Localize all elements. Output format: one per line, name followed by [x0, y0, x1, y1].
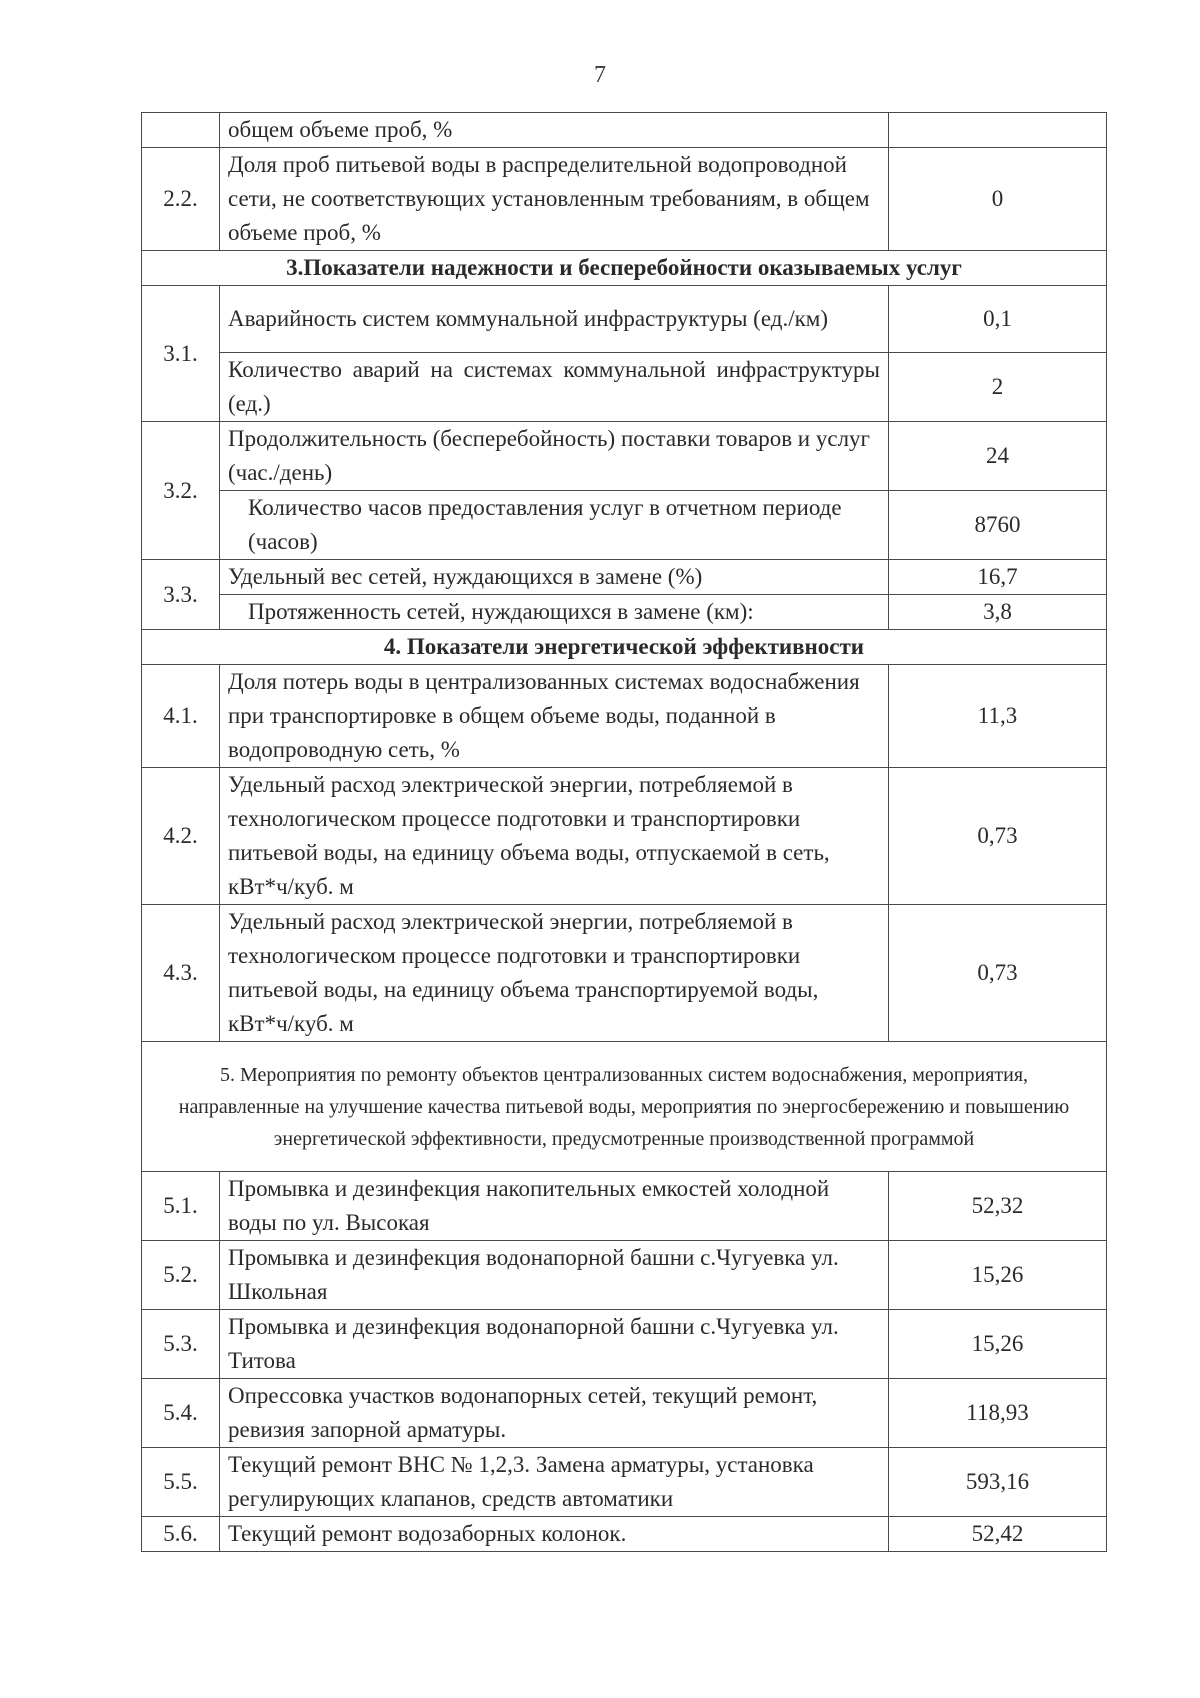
row-value: 15,26: [889, 1241, 1107, 1310]
indicators-table: [141, 112, 1107, 1552]
row-value: 0,73: [889, 905, 1107, 1042]
row-number: 5.1.: [142, 1172, 220, 1241]
row-description: Промывка и дезинфекция накопительных емкостей холодной воды по ул. Высокая: [220, 1172, 889, 1241]
row-number: 3.3.: [142, 560, 220, 630]
table-row: [142, 422, 1107, 491]
row-value: 2: [889, 353, 1107, 422]
table-row: [142, 1241, 1107, 1310]
row-number: 5.5.: [142, 1448, 220, 1517]
row-description: Продолжительность (бесперебойность) поставки товаров и услуг (час./день): [220, 422, 889, 491]
row-description: Промывка и дезинфекция водонапорной башни с.Чугуевка ул. Титова: [220, 1310, 889, 1379]
row-value: 3,8: [889, 595, 1107, 630]
row-value: 8760: [889, 491, 1107, 560]
table-row: [142, 665, 1107, 768]
table-row: [142, 113, 1107, 148]
table-row: [142, 286, 1107, 353]
row-description: Удельный вес сетей, нуждающихся в замене (%): [220, 560, 889, 595]
section-header-row: [142, 1042, 1107, 1172]
row-description: Текущий ремонт ВНС № 1,2,3. Замена арматуры, установка регулирующих клапанов, средств автоматики: [220, 1448, 889, 1517]
row-description: Количество аварий на системах коммунальной инфраструктуры (ед.): [220, 353, 889, 422]
row-number: 4.2.: [142, 768, 220, 905]
row-number: 4.1.: [142, 665, 220, 768]
row-description: Промывка и дезинфекция водонапорной башни с.Чугуевка ул. Школьная: [220, 1241, 889, 1310]
row-value: 52,42: [889, 1517, 1107, 1552]
row-description: Опрессовка участков водонапорных сетей, текущий ремонт, ревизия запорной арматуры.: [220, 1379, 889, 1448]
table-row: [142, 595, 1107, 630]
row-value: 52,32: [889, 1172, 1107, 1241]
row-description: Протяженность сетей, нуждающихся в замене (км):: [220, 595, 889, 630]
row-description: Аварийность систем коммунальной инфраструктуры (ед./км): [220, 286, 889, 353]
row-value: 16,7: [889, 560, 1107, 595]
row-value: 593,16: [889, 1448, 1107, 1517]
row-value: 15,26: [889, 1310, 1107, 1379]
row-number: 5.2.: [142, 1241, 220, 1310]
section-heading-5: 5. Мероприятия по ремонту объектов централизованных систем водоснабжения, мероприятия, направленные на улучшение качества питьевой воды, мероприятия по энергосбережению и повышению энергетической эффективности, предусмотренные производственной программой: [142, 1042, 1107, 1172]
table-row: [142, 491, 1107, 560]
row-description: Доля проб питьевой воды в распределительной водопроводной сети, не соответствующих установленным требованиям, в общем объеме проб, %: [220, 148, 889, 251]
table-row: [142, 560, 1107, 595]
row-number: 3.1.: [142, 286, 220, 422]
table-row: [142, 1448, 1107, 1517]
row-value: 0,73: [889, 768, 1107, 905]
table-row: [142, 1517, 1107, 1552]
row-description: Доля потерь воды в централизованных системах водоснабжения при транспортировке в общем объеме воды, поданной в водопроводную сеть, %: [220, 665, 889, 768]
table-row: [142, 353, 1107, 422]
section-header-row: [142, 630, 1107, 665]
row-value: 11,3: [889, 665, 1107, 768]
table-row: [142, 148, 1107, 251]
row-number: 4.3.: [142, 905, 220, 1042]
table-row: [142, 1172, 1107, 1241]
row-value: [889, 113, 1107, 148]
row-description: Количество часов предоставления услуг в отчетном периоде (часов): [220, 491, 889, 560]
row-description: общем объеме проб, %: [220, 113, 889, 148]
row-value: 0,1: [889, 286, 1107, 353]
row-number: [142, 113, 220, 148]
table-row: [142, 1379, 1107, 1448]
table-row: [142, 1310, 1107, 1379]
row-description: Текущий ремонт водозаборных колонок.: [220, 1517, 889, 1552]
page-number: 7: [594, 62, 606, 88]
row-number: 5.4.: [142, 1379, 220, 1448]
section-heading-3: 3.Показатели надежности и бесперебойности оказываемых услуг: [142, 251, 1107, 286]
row-number: 5.6.: [142, 1517, 220, 1552]
row-number: 2.2.: [142, 148, 220, 251]
section-header-row: [142, 251, 1107, 286]
row-value: 24: [889, 422, 1107, 491]
row-value: 118,93: [889, 1379, 1107, 1448]
row-description: Удельный расход электрической энергии, потребляемой в технологическом процессе подготовки и транспортировки питьевой воды, на единицу объема транспортируемой воды, кВт*ч/куб. м: [220, 905, 889, 1042]
row-number: 3.2.: [142, 422, 220, 560]
table-row: [142, 768, 1107, 905]
table-row: [142, 905, 1107, 1042]
row-number: 5.3.: [142, 1310, 220, 1379]
section-heading-4: 4. Показатели энергетической эффективности: [142, 630, 1107, 665]
row-value: 0: [889, 148, 1107, 251]
row-description: Удельный расход электрической энергии, потребляемой в технологическом процессе подготовки и транспортировки питьевой воды, на единицу объема воды, отпускаемой в сеть, кВт*ч/куб. м: [220, 768, 889, 905]
